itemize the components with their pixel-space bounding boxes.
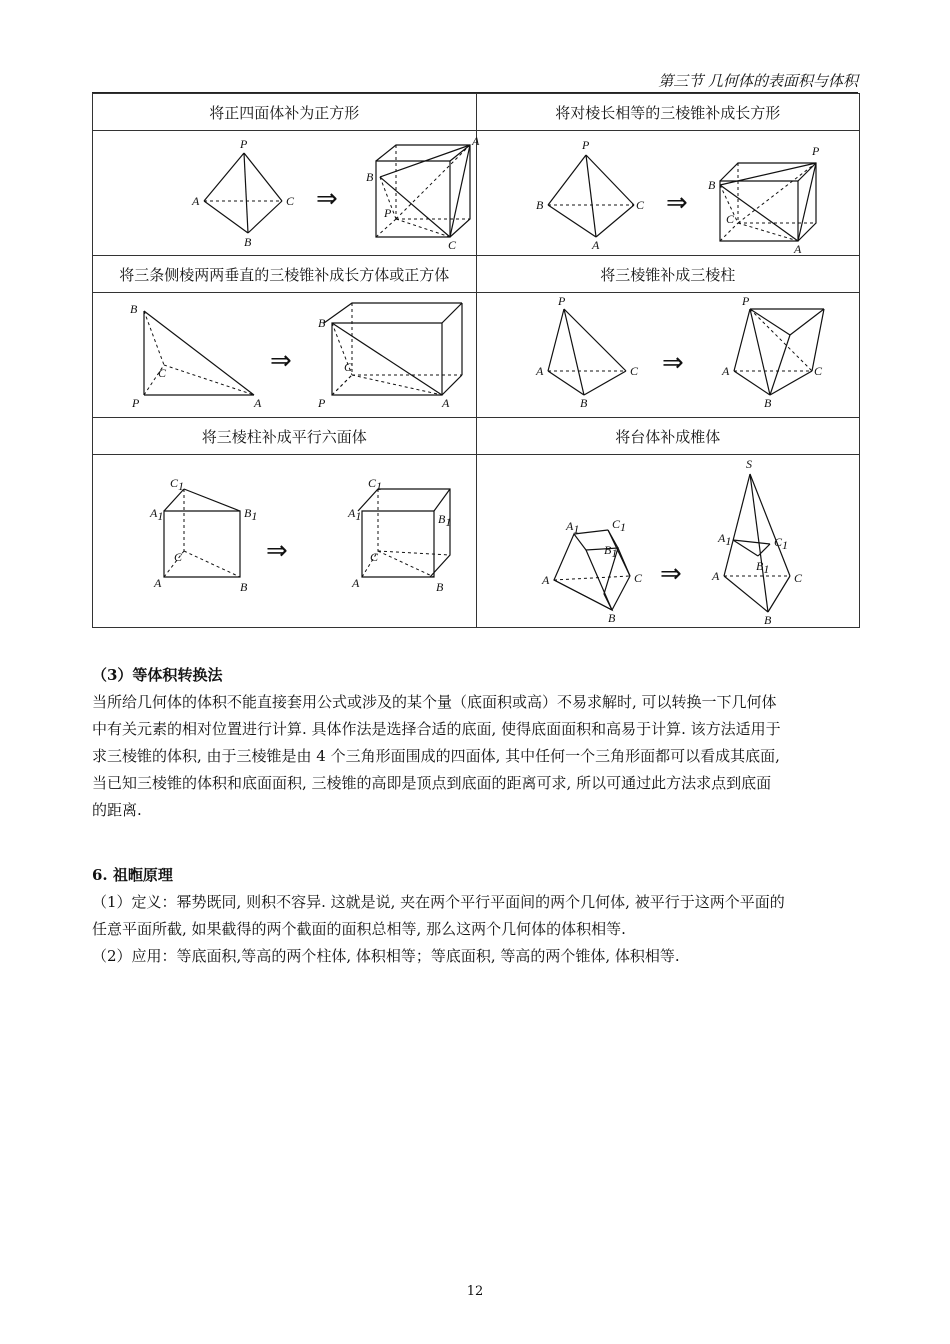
paragraph-line: 的距离. bbox=[92, 801, 142, 819]
page-header-title: 第三节 几何体的表面积与体积 bbox=[658, 72, 858, 90]
caption-prism-to-parallelepiped: 将三棱柱补成平行六面体 bbox=[93, 418, 477, 455]
label-A: A bbox=[541, 573, 550, 587]
caption-tetrahedron-to-prism: 将三棱锥补成三棱柱 bbox=[476, 256, 860, 293]
section-equal-volume bbox=[92, 662, 860, 824]
frustum-to-cone-figure bbox=[518, 457, 818, 627]
label-B: B bbox=[130, 302, 138, 316]
implies-arrow: ⇒ bbox=[316, 184, 339, 213]
label-P: P bbox=[581, 138, 590, 152]
section-zu-geng-principle bbox=[92, 862, 860, 970]
label-A1: A1 bbox=[150, 506, 164, 523]
tetrahedron-to-cuboid-figure bbox=[508, 133, 828, 256]
label-P: P bbox=[240, 137, 248, 151]
implies-arrow: ⇒ bbox=[665, 188, 688, 217]
label-B: B bbox=[535, 198, 544, 212]
label-A: A bbox=[591, 238, 600, 252]
figure-cell bbox=[476, 131, 860, 256]
tetrahedron-to-cube-figure bbox=[134, 133, 480, 253]
label-B: B bbox=[318, 316, 326, 330]
label-S: S bbox=[745, 457, 752, 471]
section-title: （3）等体积转换法 bbox=[92, 666, 223, 684]
label-C1: C1 bbox=[368, 476, 383, 493]
label-B: B bbox=[763, 396, 772, 410]
label-C1: C1 bbox=[773, 535, 788, 552]
caption-regular-tetrahedron: 将正四面体补为正方形 bbox=[93, 94, 477, 131]
label-A: A bbox=[442, 396, 450, 410]
caption-frustum-to-cone: 将台体补成椎体 bbox=[476, 418, 860, 455]
label-C1: C1 bbox=[611, 517, 626, 534]
label-A1: A1 bbox=[348, 506, 362, 523]
label-C: C bbox=[286, 194, 295, 208]
figure-cell bbox=[476, 455, 860, 628]
table-row bbox=[93, 131, 860, 256]
table-row bbox=[93, 94, 860, 131]
label-B: B bbox=[579, 396, 588, 410]
label-P: P bbox=[384, 206, 392, 220]
label-C: C bbox=[793, 571, 802, 585]
implies-arrow: ⇒ bbox=[659, 559, 682, 588]
implies-arrow: ⇒ bbox=[266, 536, 289, 565]
label-B: B bbox=[607, 611, 616, 625]
completion-methods-table bbox=[92, 93, 860, 628]
label-C: C bbox=[370, 550, 379, 564]
label-A: A bbox=[192, 194, 200, 208]
implies-arrow: ⇒ bbox=[270, 346, 293, 375]
label-B1: B1 bbox=[438, 512, 452, 529]
label-P: P bbox=[557, 294, 566, 308]
label-A: A bbox=[254, 396, 262, 410]
paragraph-line: 求三棱锥的体积, 由于三棱锥是由 4 个三角形面围成的四面体, 其中任何一个三角形面都可以看成其底面, bbox=[92, 747, 780, 765]
label-B: B bbox=[763, 613, 772, 627]
label-A: A bbox=[711, 569, 720, 583]
label-C1: C1 bbox=[170, 476, 185, 493]
label-A1: A1 bbox=[565, 519, 580, 536]
table-row bbox=[93, 418, 860, 455]
label-C: C bbox=[344, 360, 353, 374]
label-A: A bbox=[472, 134, 480, 148]
label-C: C bbox=[725, 212, 734, 226]
right-angle-tetrahedron-to-cuboid-figure bbox=[104, 295, 464, 415]
table-row bbox=[93, 455, 860, 628]
label-B: B bbox=[707, 178, 716, 192]
paragraph-line: （1）定义：幂势既同, 则积不容异. 这就是说, 夹在两个平行平面间的两个几何体, 被平行于这两个平面的 bbox=[92, 893, 785, 911]
label-P: P bbox=[132, 396, 140, 410]
table-row bbox=[93, 256, 860, 293]
implies-arrow: ⇒ bbox=[661, 348, 684, 377]
label-A: A bbox=[352, 576, 360, 590]
label-B1: B1 bbox=[244, 506, 258, 523]
figure-cell bbox=[93, 131, 480, 256]
section-title: 6. 祖暅原理 bbox=[92, 866, 173, 884]
label-B1: B1 bbox=[755, 559, 770, 576]
label-A1: A1 bbox=[717, 531, 732, 548]
paragraph-line: 当所给几何体的体积不能直接套用公式或涉及的某个量（底面积或高）不易求解时, 可以转换一下几何体 bbox=[92, 693, 777, 711]
label-B: B bbox=[436, 580, 444, 594]
label-C: C bbox=[174, 550, 183, 564]
caption-equal-opposite-edges: 将对棱长相等的三棱锥补成长方形 bbox=[476, 94, 860, 131]
paragraph-line: 当已知三棱锥的体积和底面面积, 三棱锥的高即是顶点到底面的距离可求, 所以可通过此方法求点到底面 bbox=[92, 774, 772, 792]
label-B: B bbox=[240, 580, 248, 594]
caption-perpendicular-edges: 将三条侧棱两两垂直的三棱锥补成长方体或正方体 bbox=[93, 256, 477, 293]
paragraph-line: （2）应用：等底面积,等高的两个柱体, 体积相等；等底面积, 等高的两个锥体, 体积相等. bbox=[92, 947, 680, 965]
label-C: C bbox=[633, 571, 642, 585]
tetrahedron-to-prism-figure bbox=[508, 295, 828, 415]
label-B: B bbox=[366, 170, 374, 184]
figure-cell bbox=[93, 455, 477, 628]
label-A: A bbox=[793, 242, 802, 256]
label-C: C bbox=[158, 366, 167, 380]
figure-cell bbox=[93, 293, 477, 418]
label-P: P bbox=[811, 144, 820, 158]
label-C: C bbox=[813, 364, 822, 378]
label-C: C bbox=[635, 198, 644, 212]
paragraph-line: 中有关元素的相对位置进行计算. 具体作法是选择合适的底面, 使得底面面积和高易于计算. 该方法适用于 bbox=[92, 720, 781, 738]
label-A: A bbox=[535, 364, 544, 378]
figure-cell bbox=[476, 293, 860, 418]
label-A: A bbox=[154, 576, 162, 590]
table-row bbox=[93, 293, 860, 418]
paragraph-line: 任意平面所截, 如果截得的两个截面的面积总相等, 那么这两个几何体的体积相等. bbox=[92, 920, 626, 938]
label-C: C bbox=[448, 238, 457, 252]
label-C: C bbox=[629, 364, 638, 378]
page-number: 12 bbox=[466, 1284, 484, 1299]
label-B1: B1 bbox=[603, 543, 618, 560]
prism-to-parallelepiped-figure bbox=[114, 461, 454, 621]
label-A: A bbox=[721, 364, 730, 378]
label-P: P bbox=[741, 294, 750, 308]
label-P: P bbox=[318, 396, 326, 410]
label-B: B bbox=[244, 235, 252, 249]
